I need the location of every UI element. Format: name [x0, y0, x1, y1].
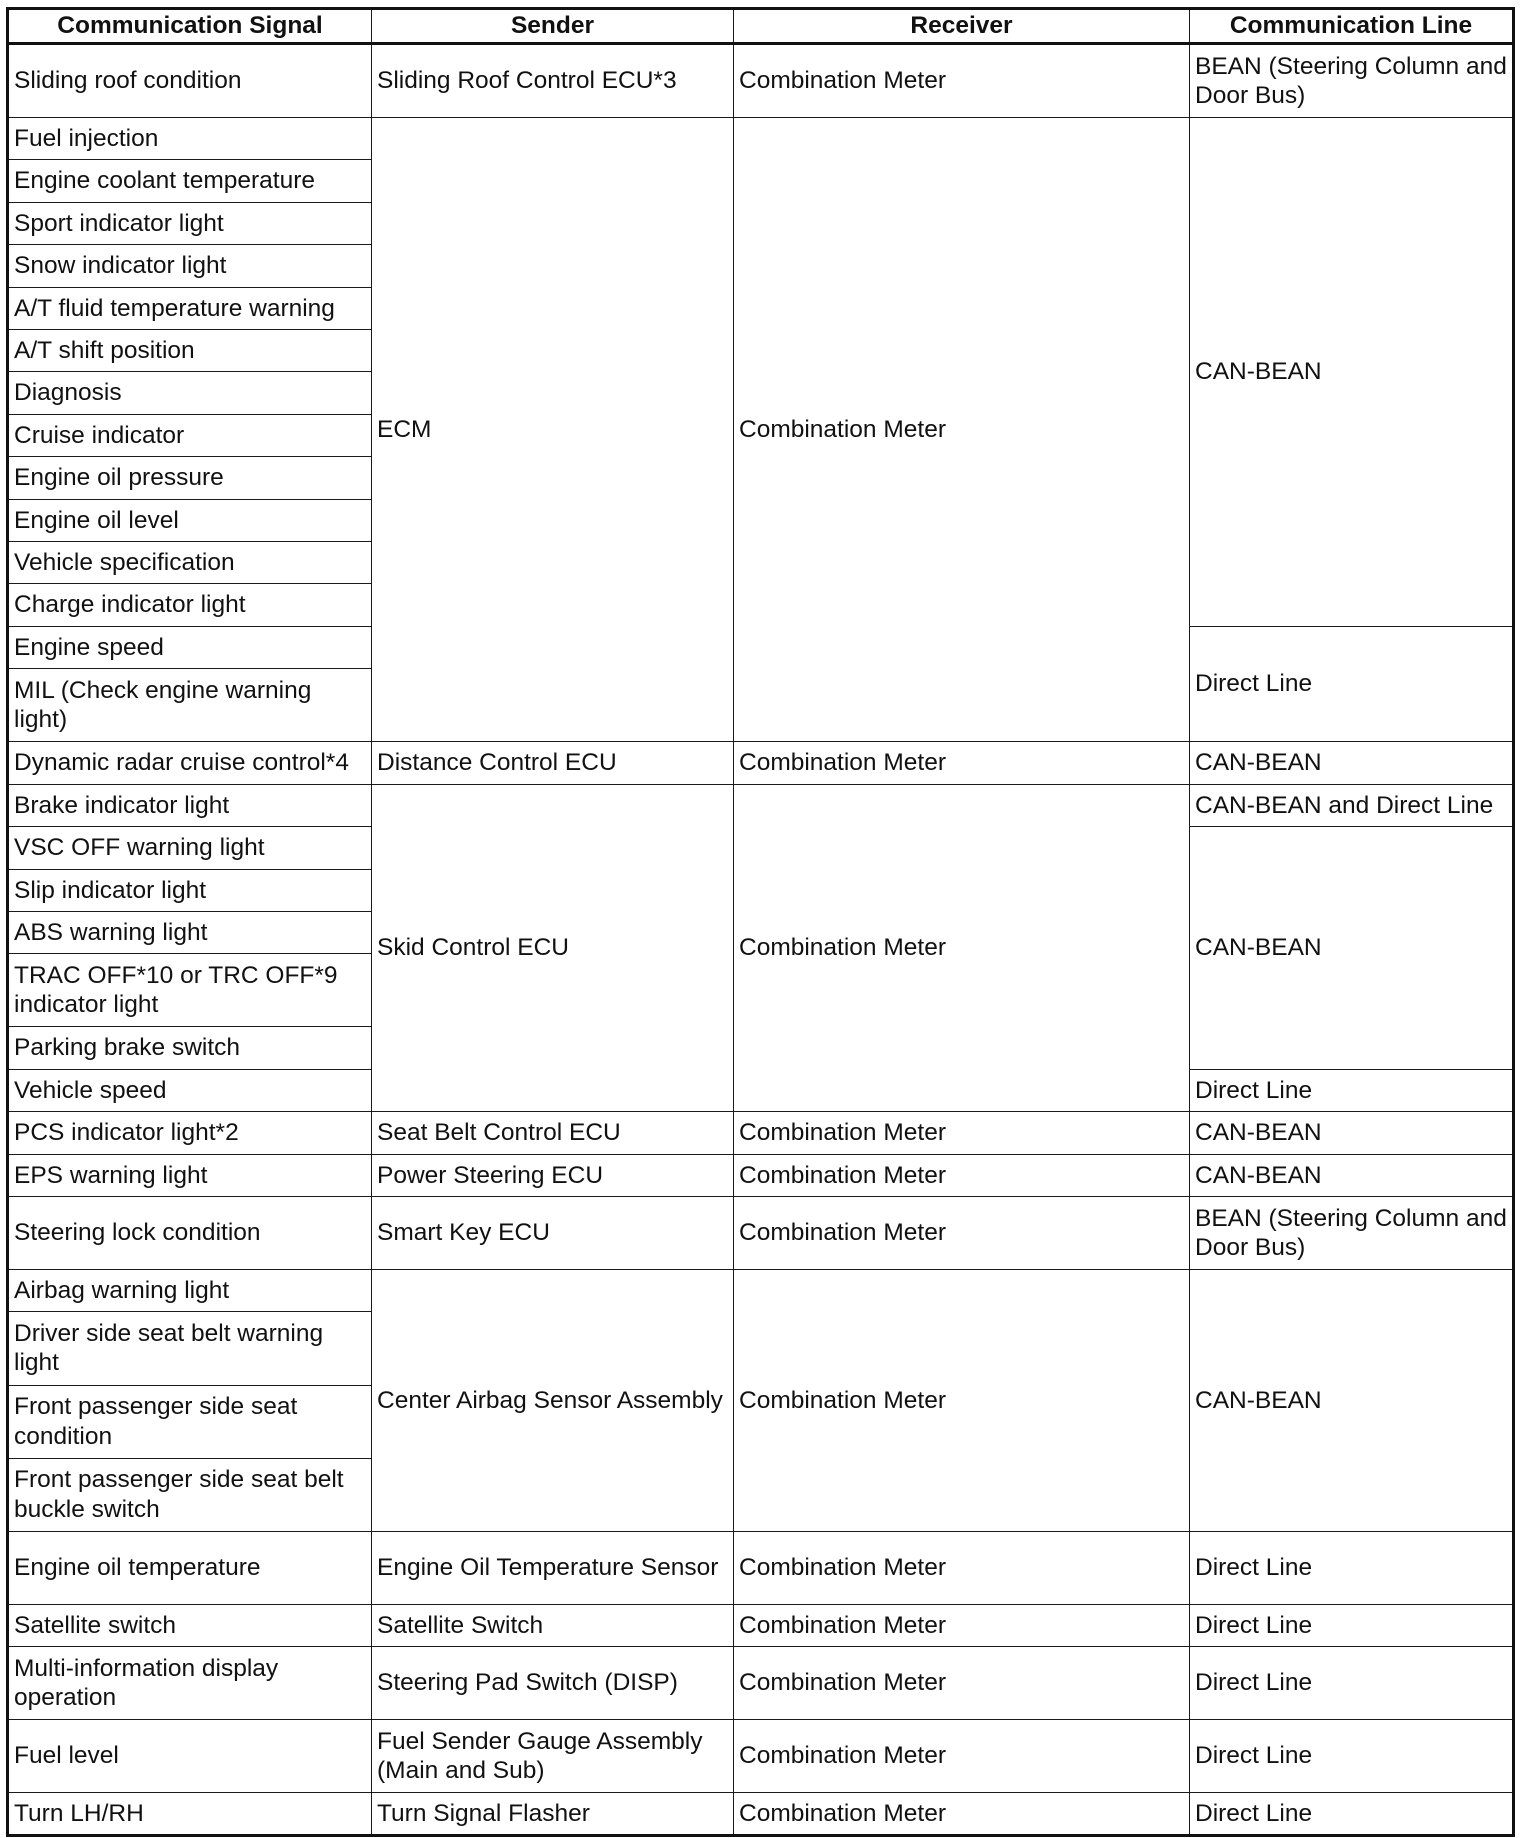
- receiver-cell: Combination Meter: [734, 1197, 1190, 1270]
- table-row: [8, 1604, 1514, 1646]
- signal-cell: Engine coolant temperature: [8, 160, 372, 202]
- sender-cell: Smart Key ECU: [372, 1197, 734, 1270]
- table-row: [8, 1647, 1514, 1720]
- signal-cell: TRAC OFF*10 or TRC OFF*9 indicator light: [8, 954, 372, 1027]
- table-row: [8, 742, 1514, 784]
- receiver-cell: Combination Meter: [734, 1720, 1190, 1793]
- receiver-cell: Combination Meter: [734, 1604, 1190, 1646]
- signal-cell: Airbag warning light: [8, 1270, 372, 1312]
- header-sender: Sender: [372, 9, 734, 44]
- sender-cell: Distance Control ECU: [372, 742, 734, 784]
- sender-cell: Skid Control ECU: [372, 784, 734, 1111]
- signal-cell: Vehicle specification: [8, 542, 372, 584]
- receiver-cell: Combination Meter: [734, 1531, 1190, 1604]
- receiver-cell: Combination Meter: [734, 1647, 1190, 1720]
- header-communication-line: Communication Line: [1190, 9, 1514, 44]
- signal-cell: Slip indicator light: [8, 869, 372, 911]
- line-cell: CAN-BEAN: [1190, 1112, 1514, 1154]
- signal-cell: A/T shift position: [8, 330, 372, 372]
- table-row: [8, 1720, 1514, 1793]
- signal-cell: Cruise indicator: [8, 414, 372, 456]
- signal-cell: VSC OFF warning light: [8, 827, 372, 869]
- table-row: [8, 1112, 1514, 1154]
- signal-cell: Front passenger side seat belt buckle switch: [8, 1458, 372, 1531]
- signal-cell: A/T fluid temperature warning: [8, 287, 372, 329]
- signal-cell: Front passenger side seat condition: [8, 1385, 372, 1458]
- line-cell: Direct Line: [1190, 1604, 1514, 1646]
- sender-cell: Satellite Switch: [372, 1604, 734, 1646]
- table-row: [8, 44, 1514, 118]
- signal-cell: Driver side seat belt warning light: [8, 1312, 372, 1385]
- signal-cell: Multi-information display operation: [8, 1647, 372, 1720]
- header-receiver: Receiver: [734, 9, 1190, 44]
- receiver-cell: Combination Meter: [734, 44, 1190, 118]
- signal-cell: Brake indicator light: [8, 784, 372, 826]
- signal-cell: MIL (Check engine warning light): [8, 669, 372, 742]
- signal-cell: Vehicle speed: [8, 1069, 372, 1111]
- line-cell: CAN-BEAN and Direct Line: [1190, 784, 1514, 826]
- line-cell: CAN-BEAN: [1190, 1154, 1514, 1196]
- signal-cell: Charge indicator light: [8, 584, 372, 626]
- line-cell: Direct Line: [1190, 1069, 1514, 1111]
- signal-cell: Sport indicator light: [8, 202, 372, 244]
- header-row: [8, 9, 1514, 44]
- line-cell: BEAN (Steering Column and Door Bus): [1190, 1197, 1514, 1270]
- line-cell: Direct Line: [1190, 626, 1514, 741]
- table-row: [8, 1270, 1514, 1312]
- signal-cell: Diagnosis: [8, 372, 372, 414]
- receiver-cell: Combination Meter: [734, 784, 1190, 1111]
- line-cell: CAN-BEAN: [1190, 1270, 1514, 1532]
- receiver-cell: Combination Meter: [734, 1154, 1190, 1196]
- signal-cell: EPS warning light: [8, 1154, 372, 1196]
- signal-cell: Engine oil level: [8, 499, 372, 541]
- receiver-cell: Combination Meter: [734, 117, 1190, 741]
- signal-cell: PCS indicator light*2: [8, 1112, 372, 1154]
- signal-cell: Engine oil temperature: [8, 1531, 372, 1604]
- table-row: [8, 1793, 1514, 1836]
- table-row: [8, 1531, 1514, 1604]
- sender-cell: Steering Pad Switch (DISP): [372, 1647, 734, 1720]
- receiver-cell: Combination Meter: [734, 742, 1190, 784]
- sender-cell: Seat Belt Control ECU: [372, 1112, 734, 1154]
- line-cell: Direct Line: [1190, 1531, 1514, 1604]
- line-cell: CAN-BEAN: [1190, 742, 1514, 784]
- signal-cell: Parking brake switch: [8, 1027, 372, 1069]
- line-cell: CAN-BEAN: [1190, 117, 1514, 626]
- signal-cell: Turn LH/RH: [8, 1793, 372, 1836]
- receiver-cell: Combination Meter: [734, 1112, 1190, 1154]
- sender-cell: Center Airbag Sensor Assembly: [372, 1270, 734, 1532]
- table-row: [8, 1197, 1514, 1270]
- signal-cell: Fuel injection: [8, 117, 372, 159]
- signal-cell: ABS warning light: [8, 911, 372, 953]
- table-row: [8, 1154, 1514, 1196]
- signal-cell: Engine oil pressure: [8, 457, 372, 499]
- receiver-cell: Combination Meter: [734, 1270, 1190, 1532]
- communication-signal-table: [6, 7, 1515, 1837]
- line-cell: CAN-BEAN: [1190, 827, 1514, 1070]
- line-cell: Direct Line: [1190, 1793, 1514, 1836]
- sender-cell: Engine Oil Temperature Sensor: [372, 1531, 734, 1604]
- signal-cell: Dynamic radar cruise control*4: [8, 742, 372, 784]
- sender-cell: Power Steering ECU: [372, 1154, 734, 1196]
- signal-cell: Sliding roof condition: [8, 44, 372, 118]
- table-row: [8, 117, 1514, 159]
- signal-cell: Engine speed: [8, 626, 372, 668]
- sender-cell: Turn Signal Flasher: [372, 1793, 734, 1836]
- signal-cell: Steering lock condition: [8, 1197, 372, 1270]
- signal-cell: Snow indicator light: [8, 245, 372, 287]
- table-row: [8, 784, 1514, 826]
- line-cell: Direct Line: [1190, 1720, 1514, 1793]
- header-communication-signal: Communication Signal: [8, 9, 372, 44]
- receiver-cell: Combination Meter: [734, 1793, 1190, 1836]
- sender-cell: ECM: [372, 117, 734, 741]
- line-cell: Direct Line: [1190, 1647, 1514, 1720]
- signal-cell: Fuel level: [8, 1720, 372, 1793]
- line-cell: BEAN (Steering Column and Door Bus): [1190, 44, 1514, 118]
- signal-cell: Satellite switch: [8, 1604, 372, 1646]
- sender-cell: Sliding Roof Control ECU*3: [372, 44, 734, 118]
- sender-cell: Fuel Sender Gauge Assembly (Main and Sub): [372, 1720, 734, 1793]
